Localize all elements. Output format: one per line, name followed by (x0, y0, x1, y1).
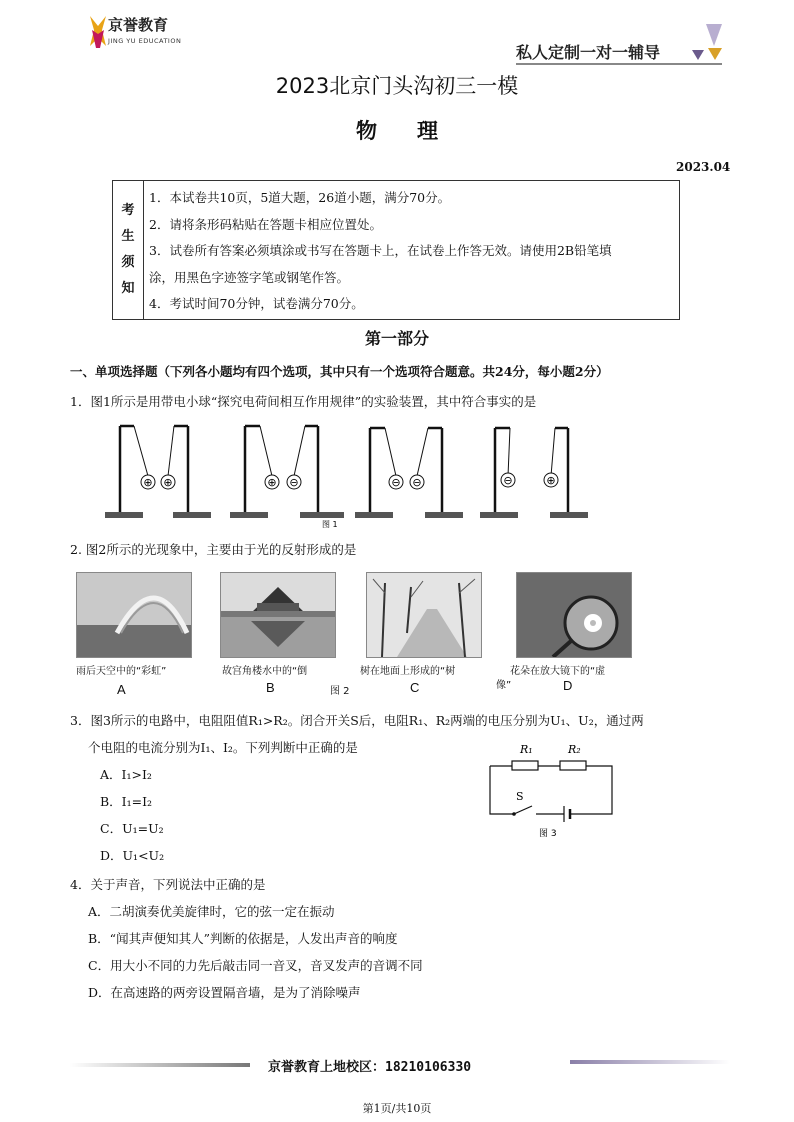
r2-label: R₂ (568, 743, 581, 756)
notice-side-char: 生 (121, 229, 135, 244)
logo-subtext: JING YU EDUCATION (108, 37, 182, 45)
charge-label: ⊕ (546, 474, 556, 487)
figure-3-circuit (484, 736, 624, 842)
logo-icon (86, 12, 110, 52)
notice-item: 2．请将条形码粘贴在答题卡相应位置处。 (149, 216, 382, 232)
question-2: 2. 图2所示的光现象中，主要由于光的反射形成的是 (70, 542, 357, 557)
exam-date: 2023.04 (676, 160, 731, 174)
question-4: 4．关于声音，下列说法中正确的是 (70, 877, 266, 892)
q3-option-b: B．I₁=I₂ (100, 794, 153, 809)
footer-contact: 京誉教育上地校区：18210106330 (268, 1060, 472, 1075)
q3-option-d: D．U₁<U₂ (100, 848, 165, 863)
caption-d-tail: 像” (496, 680, 512, 691)
header-rule (516, 63, 722, 65)
option-letter-a: A (117, 682, 126, 697)
question-3-line2: 个电阻的电流分别为I₁、I₂。下列判断中正确的是 (88, 740, 358, 755)
notice-item: 3．试卷所有答案必须填涂或书写在答题卡上，在试卷上作答无效。请使用2B铅笔填 (149, 243, 612, 258)
option-letter-b: B (266, 680, 275, 695)
q4-option-c: C．用大小不同的力先后敲击同一音叉，音叉发声的音调不同 (88, 958, 423, 973)
exam-subject: 物理 (356, 119, 478, 143)
q4-option-a: A．二胡演奏优美旋律时，它的弦一定在振动 (88, 904, 335, 919)
figure-1-label: 图 1 (322, 520, 338, 529)
notice-item: 1．本试卷共10页，5道大题，26道小题，满分70分。 (149, 190, 451, 205)
option-letter-c: C (410, 680, 420, 695)
q4-option-d: D．在高速路的两旁设置隔音墙，是为了消除噪声 (88, 985, 361, 1000)
exam-title: 2023北京门头沟初三一模 (275, 74, 519, 98)
notice-item: 涂，用黑色字迹签字笔或钢笔作答。 (149, 269, 350, 285)
notice-side-char: 考 (121, 203, 135, 218)
section-title: 第一部分 (364, 329, 429, 348)
footer-band-right (570, 1060, 730, 1064)
triangle-decoration-icon (690, 20, 724, 60)
notice-items (149, 185, 673, 318)
question-3-line1: 3．图3所示的电路中，电阻阻值R₁>R₂。闭合开关S后，电阻R₁、R₂两端的电压分别为U₁、U₂，通过两 (70, 713, 644, 728)
charge-label: ⊕ (163, 476, 173, 489)
notice-side-char: 须 (121, 255, 135, 270)
figure-2-label: 图 2 (330, 686, 350, 697)
rainbow-photo (76, 572, 192, 658)
charge-label: ⊖ (391, 476, 401, 489)
r1-label: R₁ (520, 743, 533, 756)
figure-1-pendulums (100, 420, 590, 530)
question-1: 1．图1所示是用带电小球“探究电荷间相互作用规律”的实验装置，其中符合事实的是 (70, 394, 537, 409)
charge-label: ⊕ (143, 476, 153, 489)
notice-side-label (113, 181, 144, 319)
slogan: 私人定制一对一辅导 (516, 43, 661, 62)
option-letter-d: D (563, 678, 573, 693)
caption-a: 雨后天空中的“彩虹” (76, 666, 167, 677)
footer-band-left (70, 1063, 250, 1067)
tree-shadow-photo (366, 572, 482, 658)
charge-label: ⊖ (289, 476, 299, 489)
notice-box (112, 180, 680, 320)
q4-option-b: B．“闻其声便知其人”判断的依据是，人发出声音的响度 (88, 931, 398, 946)
q3-option-c: C．U₁=U₂ (100, 821, 164, 836)
logo-text: 京誉教育 (108, 16, 169, 34)
charge-label: ⊕ (267, 476, 277, 489)
page-number: 第1页/共10页 (362, 1102, 432, 1115)
switch-label: S (516, 790, 524, 803)
charge-label: ⊖ (503, 474, 513, 487)
q3-option-a: A．I₁>I₂ (100, 767, 152, 782)
caption-b: 故宫角楼水中的“倒 (222, 666, 308, 677)
figure-3-label: 图 3 (539, 829, 557, 839)
magnifier-flower-photo (516, 572, 632, 658)
caption-d: 花朵在放大镜下的“虚 (510, 666, 606, 677)
palace-reflection-photo (220, 572, 336, 658)
charge-label: ⊖ (412, 476, 422, 489)
notice-item: 4．考试时间70分钟，试卷满分70分。 (149, 296, 364, 311)
part-heading: 一、单项选择题（下列各小题均有四个选项，其中只有一个选项符合题意。共24分，每小题2分） (70, 364, 609, 379)
caption-c: 树在地面上形成的“树 (360, 666, 456, 677)
notice-side-char: 知 (121, 281, 135, 296)
